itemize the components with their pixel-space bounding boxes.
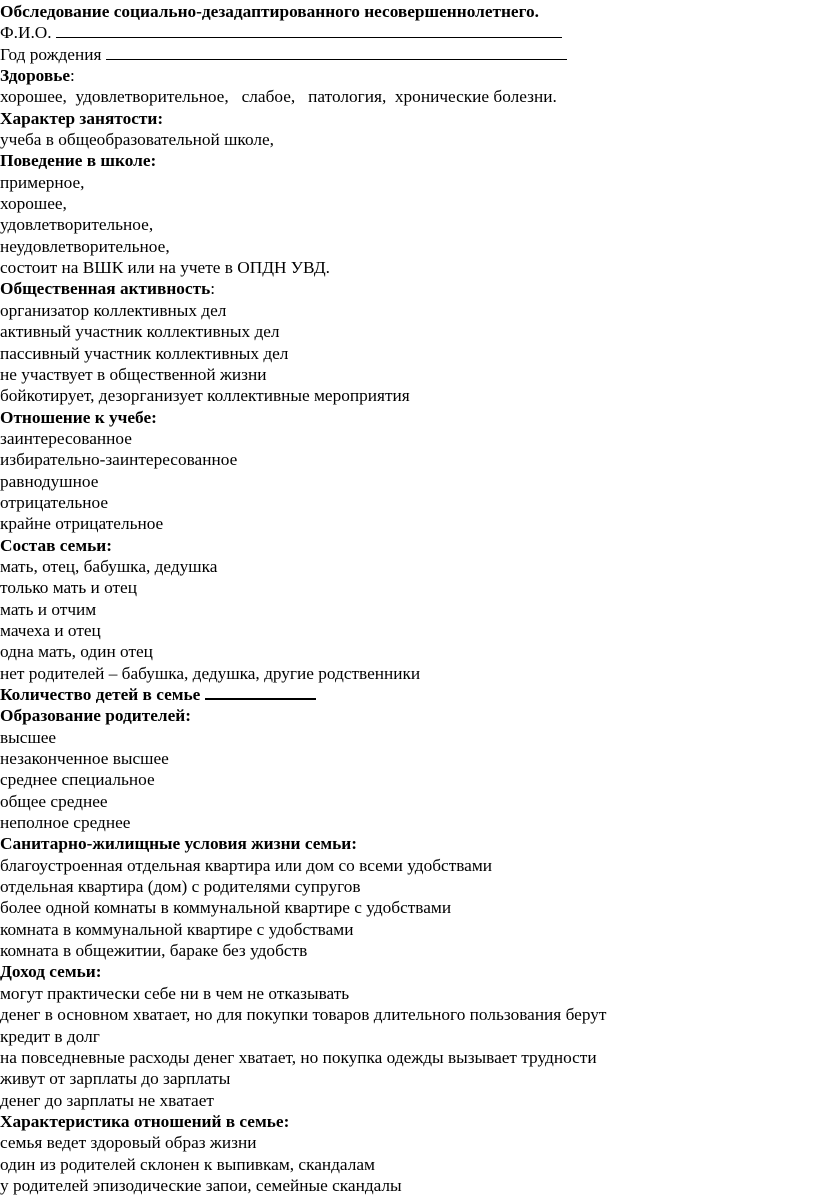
birth-year-blank <box>106 45 567 60</box>
family-income-item: денег до зарплаты не хватает <box>0 1090 214 1110</box>
social-activity-item: активный участник коллективных дел <box>0 322 280 342</box>
school-behavior-item: неудовлетворительное, <box>0 236 170 256</box>
health-options: хорошее, удовлетворительное, слабое, патология, хронические болезни. <box>0 87 557 107</box>
family-relations-item: семья ведет здоровый образ жизни <box>0 1133 257 1153</box>
social-activity-heading-row <box>0 278 816 299</box>
family-relations-item: у родителей эпизодические запои, семейные скандалы <box>0 1175 402 1195</box>
parents-education-item: среднее специальное <box>0 770 155 790</box>
study-attitude-item: отрицательное <box>0 492 109 512</box>
school-behavior-item: удовлетворительное, <box>0 215 154 235</box>
family-composition-item: мать, отец, бабушка, дедушка <box>0 556 218 576</box>
study-attitude-item: равнодушное <box>0 471 99 491</box>
family-income-item: денег в основном хватает, но для покупки товаров длительного пользования берут <box>0 1005 607 1025</box>
family-relations-item: один из родителей склонен к выпивкам, скандалам <box>0 1154 375 1174</box>
family-composition-item: мать и отчим <box>0 599 97 619</box>
school-behavior-item: примерное, <box>0 172 85 192</box>
parents-education-item: общее среднее <box>0 791 108 811</box>
social-activity-item: бойкотирует, дезорганизует коллективные мероприятия <box>0 386 410 406</box>
children-count-blank <box>205 684 316 700</box>
family-income-item: кредит в долг <box>0 1026 100 1046</box>
family-composition-item: мачеха и отец <box>0 620 101 640</box>
document-page <box>0 1 816 1196</box>
social-activity-colon: : <box>210 279 216 299</box>
social-activity-heading: Общественная активность <box>0 279 211 299</box>
fio-blank <box>56 23 562 38</box>
birth-year-row <box>0 44 816 65</box>
health-colon: : <box>70 66 75 86</box>
family-income-item: на повседневные расходы денег хватает, но покупка одежды вызывает трудности <box>0 1047 597 1067</box>
children-count-label: Количество детей в семье <box>0 685 201 704</box>
family-composition-item: нет родителей – бабушка, дедушка, другие родственники <box>0 663 421 683</box>
living-conditions-item: более одной комнаты в коммунальной квартире с удобствами <box>0 898 452 918</box>
family-income-item: могут практически себе ни в чем не отказывать <box>0 983 350 1003</box>
school-behavior-item: состоит на ВШК или на учете в ОПДН УВД. <box>0 258 331 278</box>
living-conditions-item: комната в общежитии, бараке без удобств <box>0 941 308 961</box>
living-conditions-heading: Санитарно-жилищные условия жизни семьи: <box>0 834 357 854</box>
fio-label: Ф.И.О. <box>0 23 52 43</box>
school-behavior-heading: Поведение в школе: <box>0 151 157 171</box>
family-composition-item: только мать и отец <box>0 578 137 598</box>
living-conditions-item: отдельная квартира (дом) с родителями супругов <box>0 877 361 897</box>
family-relations-heading: Характеристика отношений в семье: <box>0 1111 290 1131</box>
occupation-heading: Характер занятости: <box>0 108 164 128</box>
social-activity-item: организатор коллективных дел <box>0 300 227 320</box>
study-attitude-item: избирательно-заинтересованное <box>0 450 238 470</box>
health-heading: Здоровье <box>0 66 71 86</box>
parents-education-item: высшее <box>0 727 57 747</box>
family-income-heading: Доход семьи: <box>0 962 102 982</box>
family-income-item: живут от зарплаты до зарплаты <box>0 1069 231 1089</box>
birth-year-label: Год рождения <box>0 44 102 64</box>
school-behavior-item: хорошее, <box>0 194 67 214</box>
family-composition-heading: Состав семьи: <box>0 535 112 555</box>
occupation-item: учеба в общеобразовательной школе, <box>0 130 274 150</box>
social-activity-item: пассивный участник коллективных дел <box>0 343 289 363</box>
study-attitude-item: крайне отрицательное <box>0 514 164 534</box>
study-attitude-item: заинтересованное <box>0 428 132 448</box>
fio-row <box>0 22 816 43</box>
study-attitude-heading: Отношение к учебе: <box>0 407 157 427</box>
document-title: Обследование социально-дезадаптированного несовершеннолетнего. <box>0 2 539 21</box>
parents-education-item: незаконченное высшее <box>0 749 169 769</box>
social-activity-item: не участвует в общественной жизни <box>0 364 267 384</box>
living-conditions-item: благоустроенная отдельная квартира или дом со всеми удобствами <box>0 855 493 875</box>
children-count-row <box>0 684 816 705</box>
living-conditions-item: комната в коммунальной квартире с удобствами <box>0 919 354 939</box>
parents-education-heading: Образование родителей: <box>0 706 191 726</box>
family-composition-item: одна мать, один отец <box>0 642 153 662</box>
parents-education-item: неполное среднее <box>0 813 131 833</box>
health-heading-row <box>0 65 816 86</box>
